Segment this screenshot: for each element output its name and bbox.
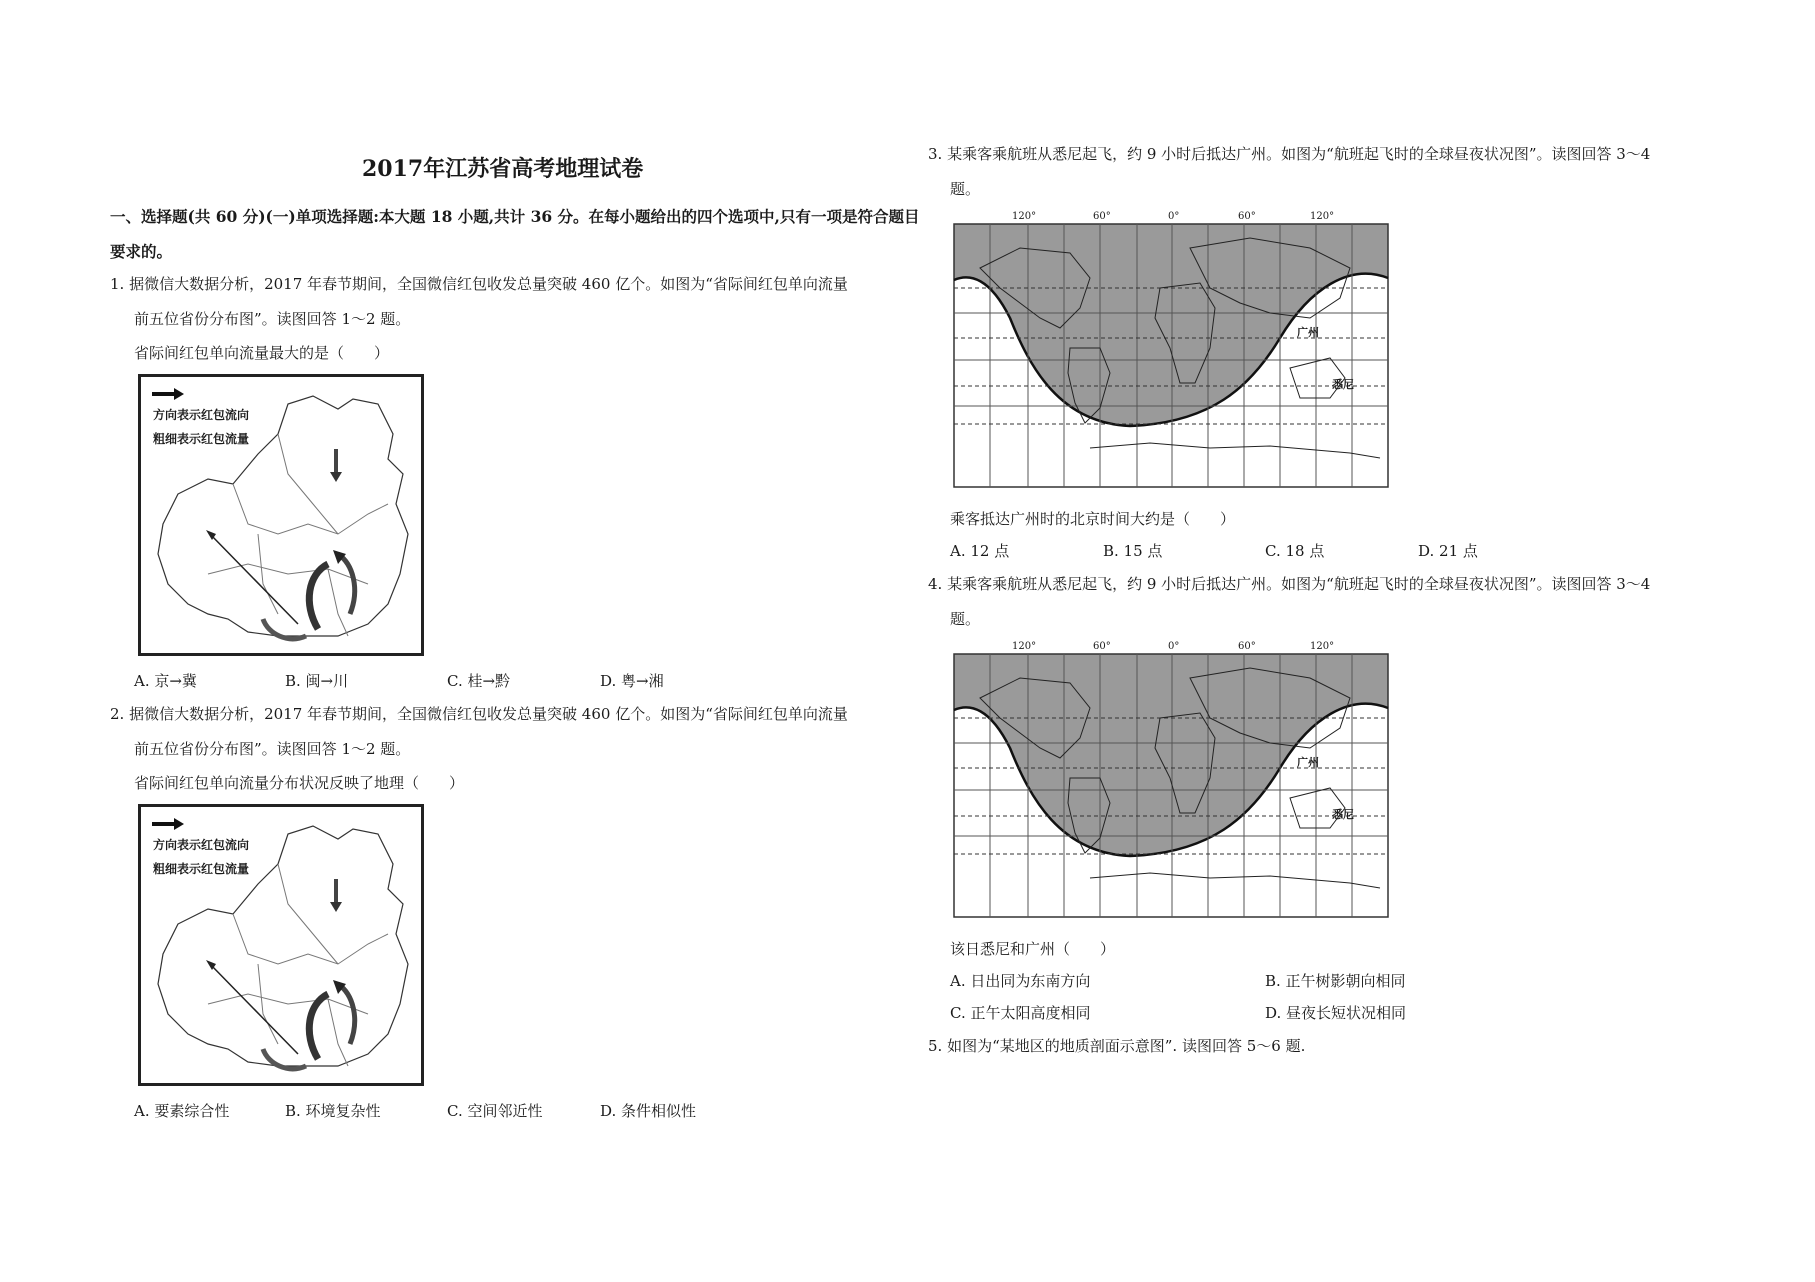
q4-question: 该日悉尼和广州（ ） [950, 940, 1116, 958]
q4-stem-cont: 题。 [950, 610, 981, 628]
q1-stem-cont: 前五位省份分布图”。读图回答 1～2 题。 [134, 310, 411, 328]
section-header-cont: 要求的。 [110, 242, 173, 261]
q4-stem: 4. 某乘客乘航班从悉尼起飞，约 9 小时后抵达广州。如图为“航班起飞时的全球昼夜状况图”。读图回答 3～4 [928, 575, 1651, 593]
q1-option-d[interactable]: D. 粤→湘 [600, 672, 664, 690]
city-guangzhou-label: 广州 [1297, 326, 1319, 339]
q3-option-b[interactable]: B. 15 点 [1103, 542, 1163, 560]
lon-label-0-2: 0° [1168, 641, 1180, 652]
q3-option-c[interactable]: C. 18 点 [1265, 542, 1325, 560]
q3-option-a[interactable]: A. 12 点 [950, 542, 1010, 560]
q3-stem: 3. 某乘客乘航班从悉尼起飞，约 9 小时后抵达广州。如图为“航班起飞时的全球昼夜状况图”。读图回答 3～4 [928, 145, 1651, 163]
paper-title: 2017年江苏省高考地理试卷 [362, 156, 644, 182]
lon-label-120w-2: 120° [1012, 641, 1037, 652]
lon-label-0: 0° [1168, 211, 1180, 222]
world-day-night-map [950, 208, 1400, 490]
city-sydney-label-2: 悉尼 [1332, 808, 1354, 821]
q2-question: 省际间红包单向流量分布状况反映了地理（ ） [134, 774, 465, 792]
world-map-svg [950, 208, 1400, 490]
world-day-night-map-2 [950, 638, 1400, 920]
lon-label-120e: 120° [1310, 211, 1335, 222]
city-sydney-label: 悉尼 [1332, 378, 1354, 391]
china-map-2-legend-direction: 方向表示红包流向 [153, 838, 250, 852]
china-map-2-legend-width: 粗细表示红包流量 [153, 862, 250, 876]
q2-option-b[interactable]: B. 环境复杂性 [285, 1102, 381, 1120]
q2-stem-cont: 前五位省份分布图”。读图回答 1～2 题。 [134, 740, 411, 758]
q5-stem: 5. 如图为“某地区的地质剖面示意图”. 读图回答 5～6 题. [928, 1037, 1306, 1055]
china-flow-map-2 [138, 804, 424, 1086]
q1-option-c[interactable]: C. 桂→黔 [447, 672, 511, 690]
q2-stem: 2. 据微信大数据分析，2017 年春节期间，全国微信红包收发总量突破 460 亿个。如图为“省际间红包单向流量 [110, 705, 848, 723]
q3-question: 乘客抵达广州时的北京时间大约是（ ） [950, 510, 1236, 528]
world-map-2-svg [950, 638, 1400, 920]
q2-option-c[interactable]: C. 空间邻近性 [447, 1102, 543, 1120]
q1-question: 省际间红包单向流量最大的是（ ） [134, 344, 390, 362]
q3-stem-cont: 题。 [950, 180, 981, 198]
q4-option-c[interactable]: C. 正午太阳高度相同 [950, 1004, 1091, 1022]
lon-label-120w: 120° [1012, 211, 1037, 222]
china-map-legend-direction: 方向表示红包流向 [153, 408, 250, 422]
china-flow-map [138, 374, 424, 656]
china-map-legend-width: 粗细表示红包流量 [153, 432, 250, 446]
lon-label-120e-2: 120° [1310, 641, 1335, 652]
q1-option-b[interactable]: B. 闽→川 [285, 672, 349, 690]
q4-option-b[interactable]: B. 正午树影朝向相同 [1265, 972, 1406, 990]
q2-option-a[interactable]: A. 要素综合性 [134, 1102, 230, 1120]
q1-option-a[interactable]: A. 京→冀 [134, 672, 197, 690]
lon-label-60e-2: 60° [1238, 641, 1256, 652]
lon-label-60e: 60° [1238, 211, 1256, 222]
city-guangzhou-label-2: 广州 [1297, 756, 1319, 769]
q4-option-d[interactable]: D. 昼夜长短状况相同 [1265, 1004, 1407, 1022]
q1-stem: 1. 据微信大数据分析，2017 年春节期间，全国微信红包收发总量突破 460 亿个。如图为“省际间红包单向流量 [110, 275, 848, 293]
section-header: 一、选择题(共 60 分)(一)单项选择题:本大题 18 小题,共计 36 分。在每小题给出的四个选项中,只有一项是符合题目 [110, 207, 920, 226]
q2-option-d[interactable]: D. 条件相似性 [600, 1102, 697, 1120]
q3-option-d[interactable]: D. 21 点 [1418, 542, 1478, 560]
lon-label-60w: 60° [1093, 211, 1111, 222]
lon-label-60w-2: 60° [1093, 641, 1111, 652]
q4-option-a[interactable]: A. 日出同为东南方向 [950, 972, 1091, 990]
